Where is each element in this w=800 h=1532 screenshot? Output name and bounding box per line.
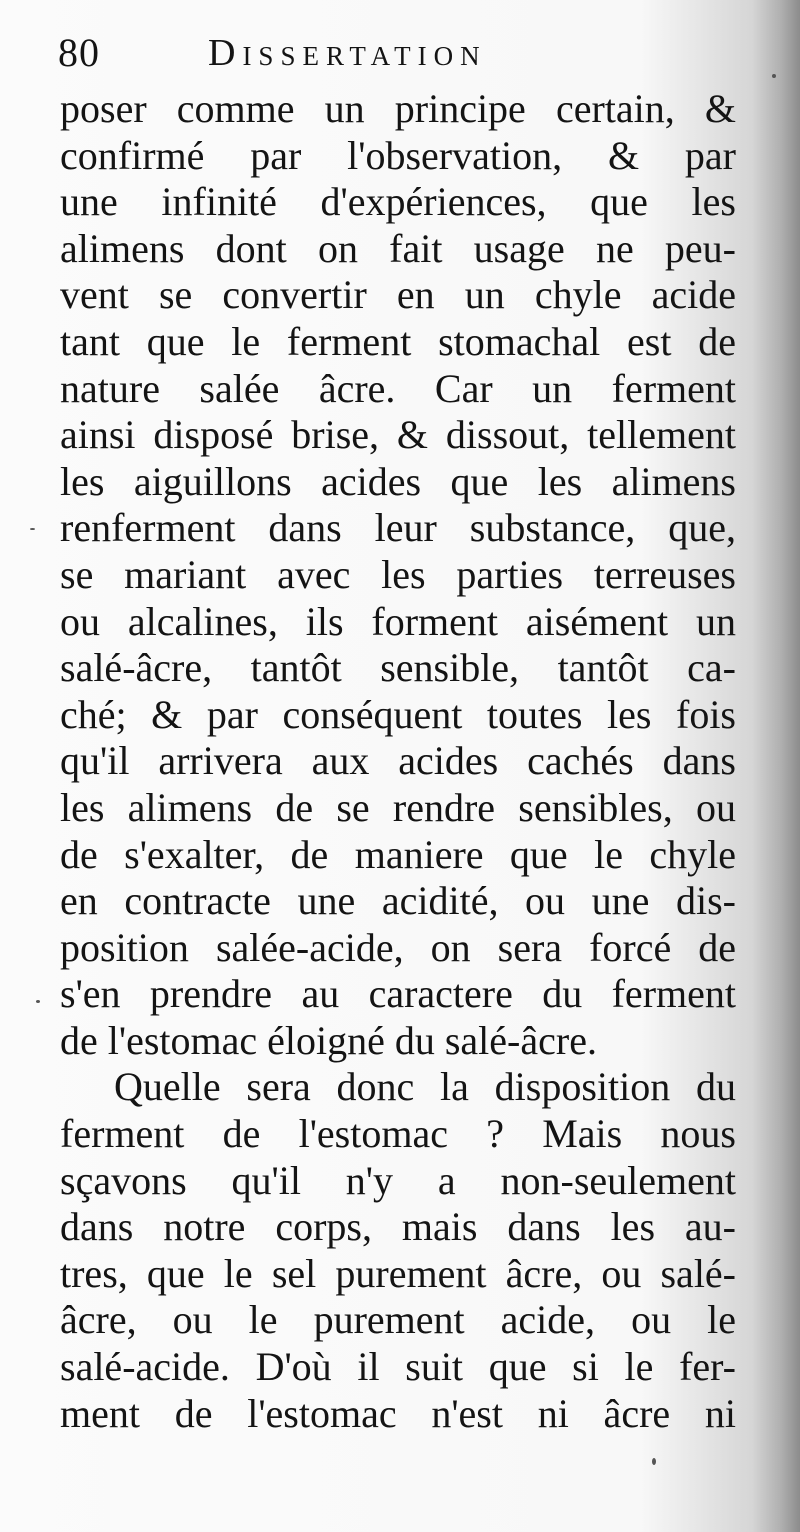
page-number: 80	[58, 30, 100, 75]
text-line: se mariant avec les parties terreuses	[60, 551, 736, 597]
ink-speck	[652, 1458, 656, 1465]
text-line: de l'estomac éloigné du salé-âcre.	[60, 1017, 597, 1063]
text-line: les aiguillons acides que les alimens	[60, 458, 736, 504]
text-line: poser comme un principe certain, &	[60, 86, 736, 131]
text-line: sçavons qu'il n'y a non-seulement	[60, 1157, 736, 1203]
text-line: les alimens de se rendre sensibles, ou	[60, 784, 736, 830]
text-line: de s'exalter, de maniere que le chyle	[60, 831, 736, 877]
text-line: ou alcalines, ils forment aisément un	[60, 598, 736, 644]
text-line: en contracte une acidité, ou une dis-	[60, 878, 736, 924]
text-line: alimens dont on fait usage ne peu-	[60, 225, 736, 271]
running-title: Dissertation	[208, 32, 487, 74]
text-line: nature salée âcre. Car un ferment	[60, 365, 736, 411]
text-line: salé-âcre, tantôt sensible, tantôt ca-	[60, 645, 736, 691]
text-line: vent se convertir en un chyle acide	[60, 272, 736, 318]
text-line: qu'il arrivera aux acides cachés dans	[60, 738, 736, 784]
paragraph-1	[60, 86, 736, 1064]
text-line: position salée-acide, on sera forcé de	[60, 924, 736, 970]
text-line: salé-acide. D'où il suit que si le fer-	[60, 1344, 736, 1390]
text-line: ment de l'estomac n'est ni âcre ni	[60, 1390, 736, 1436]
ink-speck	[30, 528, 35, 530]
text-line: ferment de l'estomac ? Mais nous	[60, 1111, 736, 1157]
text-line: tant que le ferment stomachal est de	[60, 318, 736, 364]
text-line: confirmé par l'observation, & par	[60, 132, 736, 178]
body-text	[60, 86, 736, 1437]
text-line: dans notre corps, mais dans les au-	[60, 1204, 736, 1250]
text-line: tres, que le sel purement âcre, ou salé-	[60, 1250, 736, 1296]
text-line: âcre, ou le purement acide, ou le	[60, 1297, 736, 1343]
text-line: Quelle sera donc la disposition du	[114, 1064, 736, 1110]
page-header	[58, 22, 738, 82]
text-line: s'en prendre au caractere du ferment	[60, 971, 736, 1017]
text-line: ché; & par conséquent toutes les fois	[60, 691, 736, 737]
text-line: renferment dans leur substance, que,	[60, 505, 736, 551]
ink-speck	[36, 1000, 40, 1003]
text-line: ainsi disposé brise, & dissout, tellement	[60, 412, 736, 458]
ink-speck	[772, 74, 776, 78]
paragraph-2	[60, 1064, 736, 1437]
text-line: une infinité d'expériences, que les	[60, 179, 736, 225]
page-gutter-shadow	[752, 0, 800, 1532]
